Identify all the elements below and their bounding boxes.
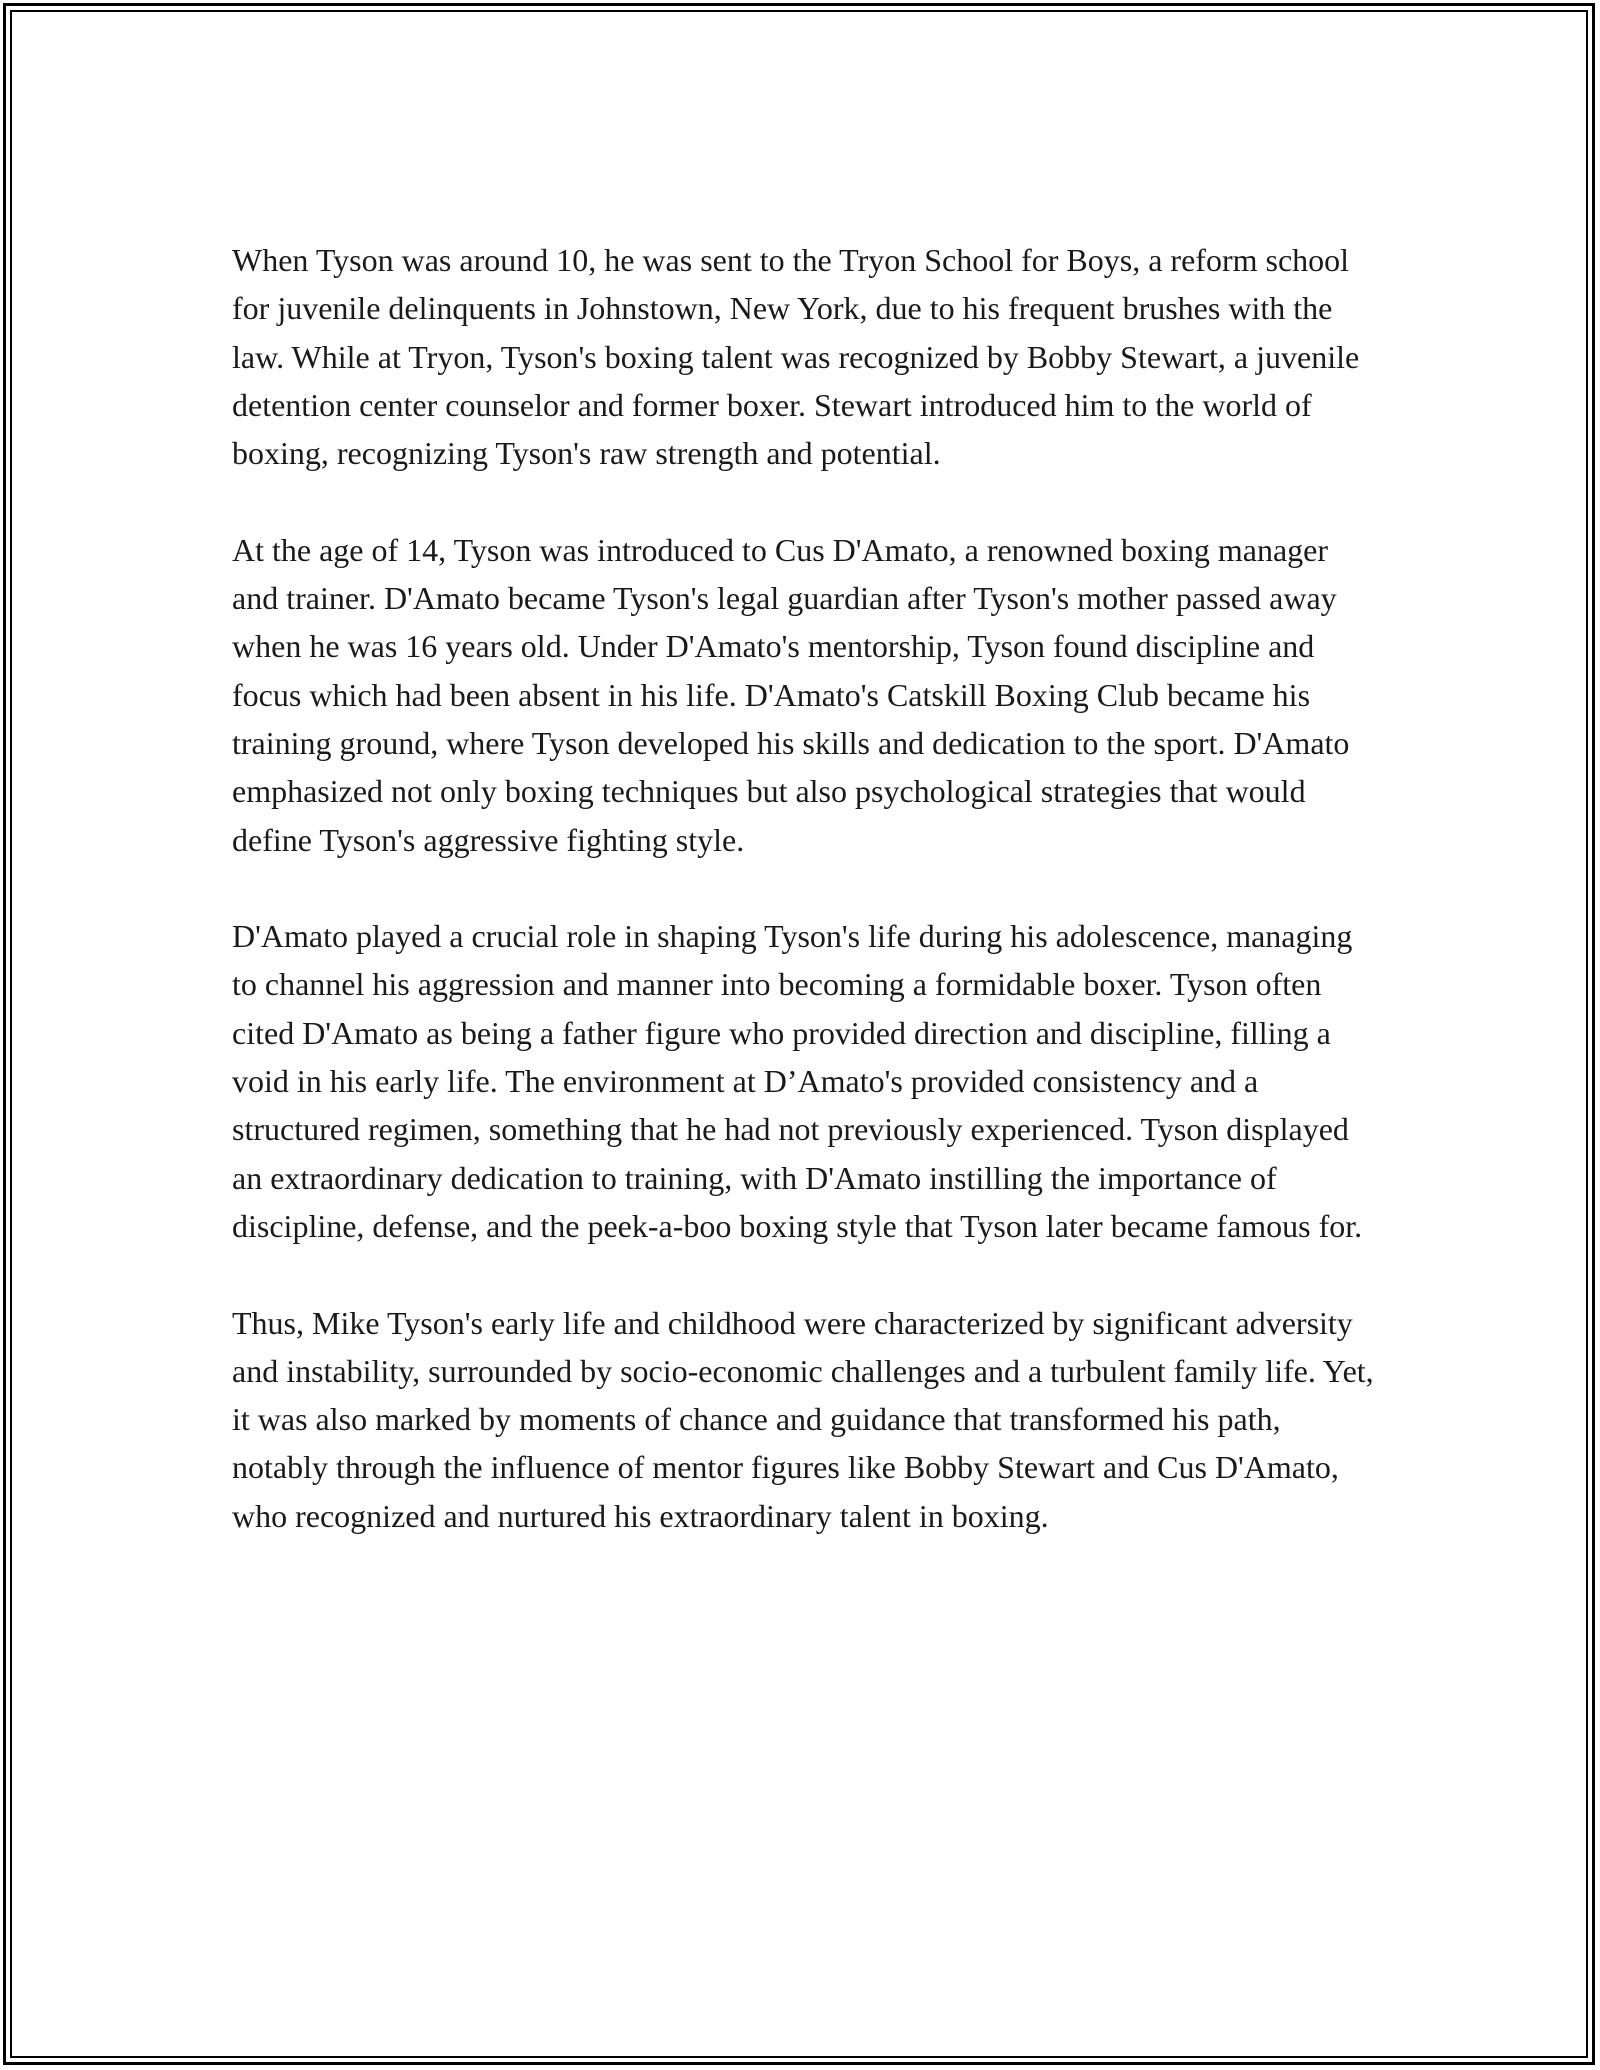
paragraph-conclusion: Thus, Mike Tyson's early life and childhood were characterized by significant adversity and instability, surrounded by socio-economic challenges and a turbulent family life. Yet, it was also marked by moments of chance and guidance that transformed his path, notably through the influence of mentor figures like Bobby Stewart and Cus D'Amato, who recognized and nurtured his extraordinary talent in boxing. (232, 1304, 1374, 1534)
document-body (232, 236, 1382, 1588)
paragraph-adolescence: D'Amato played a crucial role in shaping Tyson's life during his adolescence, managing to channel his aggression and manner into becoming a formidable boxer. Tyson often cited D'Amato as being a father figure who provided direction and discipline, filling a void in his early life. The environment at D’Amato's provided consistency and a structured regimen, something that he had not previously experienced. Tyson displayed an extraordinary dedication to training, with D'Amato instilling the importance of discipline, defense, and the peek-a-boo boxing style that Tyson later became famous for. (232, 918, 1363, 1244)
paragraph-cus-damato: At the age of 14, Tyson was introduced to Cus D'Amato, a renowned boxing manager and trainer. D'Amato became Tyson's legal guardian after Tyson's mother passed away when he was 16 years old. Under D'Amato's mentorship, Tyson found discipline and focus which had been absent in his life. D'Amato's Catskill Boxing Club became his training ground, where Tyson developed his skills and dedication to the sport. D'Amato emphasized not only boxing techniques but also psychological strategies that would define Tyson's aggressive fighting style. (232, 531, 1350, 858)
paragraph-tryon-school: When Tyson was around 10, he was sent to the Tryon School for Boys, a reform school for juvenile delinquents in Johnstown, New York, due to his frequent brushes with the law. While at Tryon, Tyson's boxing talent was recognized by Bobby Stewart, a juvenile detention center counselor and former boxer. Stewart introduced him to the world of boxing, recognizing Tyson's raw strength and potential. (232, 242, 1360, 472)
